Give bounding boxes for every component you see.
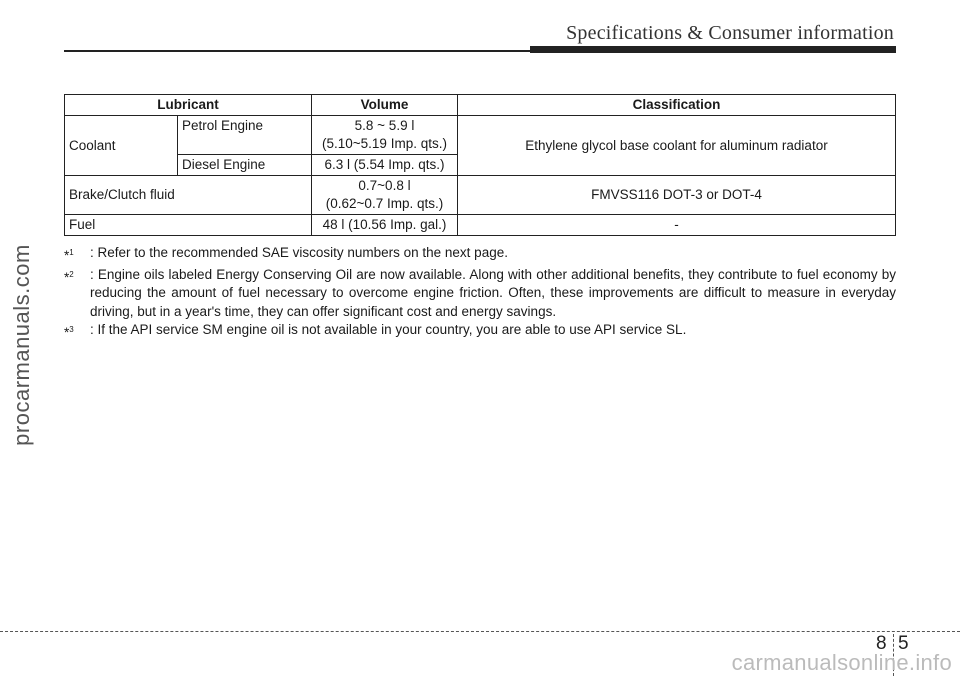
brake-clutch-label: Brake/Clutch fluid [65, 176, 312, 215]
diesel-engine-label: Diesel Engine [178, 155, 312, 176]
footnote-1 [64, 244, 896, 266]
side-watermark-text: procarmanuals.com [9, 244, 34, 446]
coolant-classification: Ethylene glycol base coolant for aluminum radiator [458, 116, 896, 176]
footnote-text: : Engine oils labeled Energy Conserving Oil are now available. Along with other additional benefits, they contribute to fuel economy by reducing the amount of fuel necessary to overcome engine friction. Often, these improvements are difficult to measure in everyday driving, but in a year's time, they can offer significant cost and energy savings. [90, 266, 896, 319]
page-number: 5 [898, 633, 909, 654]
header-volume: Volume [312, 95, 458, 116]
footnotes [64, 244, 896, 343]
footer-rule [0, 631, 960, 632]
fuel-label: Fuel [65, 215, 312, 236]
footnote-marker: *$^2$ [64, 269, 74, 285]
footnote-text: : Refer to the recommended SAE viscosity numbers on the next page. [90, 245, 508, 260]
bottom-watermark: carmanualsonline.info [731, 650, 952, 675]
footnote-text: : If the API service SM engine oil is not available in your country, you are able to use API service SL. [90, 322, 687, 337]
footnote-marker: *$^1$ [64, 248, 74, 263]
fuel-classification: - [458, 215, 896, 236]
footnote-marker: *$^3$ [64, 325, 74, 340]
chapter-number: 8 [876, 633, 887, 654]
header-lubricant: Lubricant [65, 95, 312, 116]
petrol-engine-label: Petrol Engine [178, 116, 312, 155]
petrol-engine-volume [312, 116, 458, 155]
fuel-volume: 48 l (10.56 Imp. gal.) [312, 215, 458, 236]
table-row [65, 116, 896, 155]
petrol-volume-line2: (5.10~5.19 Imp. qts.) [322, 136, 447, 151]
brake-clutch-classification: FMVSS116 DOT-3 or DOT-4 [458, 176, 896, 215]
table-row [65, 215, 896, 236]
side-watermark [0, 0, 44, 676]
header-classification: Classification [458, 95, 896, 116]
coolant-label: Coolant [65, 116, 178, 176]
brake-clutch-volume [312, 176, 458, 215]
brake-volume-line2: (0.62~0.7 Imp. qts.) [325, 196, 444, 211]
lubricant-spec-table [64, 94, 896, 236]
footnote-3 [64, 321, 896, 343]
header-rule-bar [530, 46, 896, 53]
header-rule [64, 50, 534, 52]
table-row [65, 176, 896, 215]
diesel-engine-volume: 6.3 l (5.54 Imp. qts.) [312, 155, 458, 176]
table-header-row [65, 95, 896, 116]
petrol-volume-line1: 5.8 ~ 5.9 l [354, 118, 415, 133]
brake-volume-line1: 0.7~0.8 l [358, 178, 411, 193]
section-title: Specifications & Consumer information [566, 22, 894, 44]
footnote-2 [64, 266, 896, 322]
